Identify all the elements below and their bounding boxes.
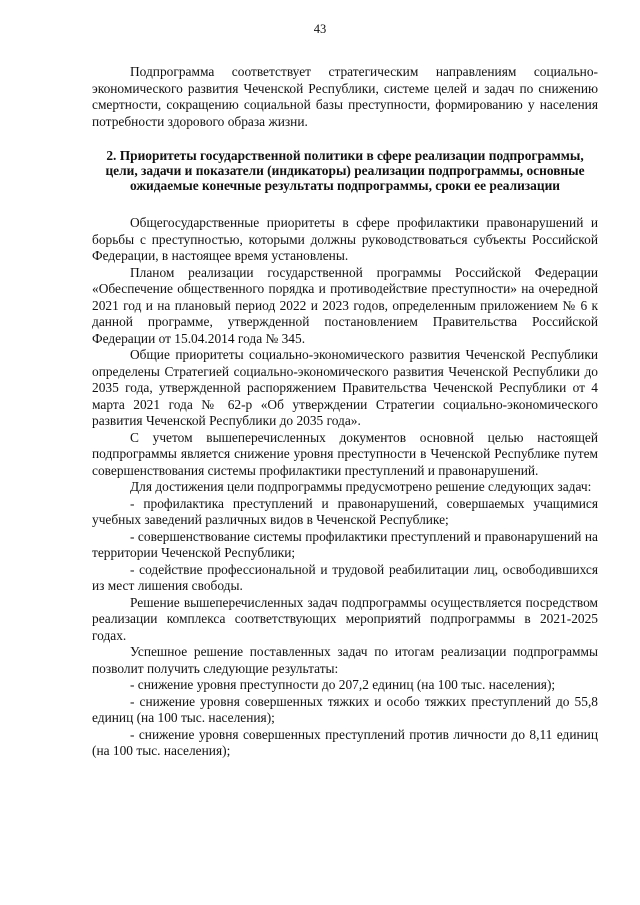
list-item-task-3: - содействие профессиональной и трудовой реабилитации лиц, освободившихся из мест лишения свободы. bbox=[92, 561, 598, 593]
list-item-task-1: - профилактика преступлений и правонарушений, совершаемых учащимися учебных заведений различных видов в Чеченской Республике; bbox=[92, 495, 598, 527]
paragraph-priorities: Общегосударственные приоритеты в сфере профилактики правонарушений и борьбы с преступностью, которыми должны руководствоваться субъекты Российской Федерации, в настоящее время установлены. bbox=[92, 215, 598, 263]
paragraph-implementation: Решение вышеперечисленных задач подпрограммы осуществляется посредством реализации комплекса соответствующих мероприятий подпрограммы в 2021-2025 годах. bbox=[92, 594, 598, 643]
page-number: 43 bbox=[313, 22, 327, 36]
list-item-result-1: - снижение уровня преступности до 207,2 единиц (на 100 тыс. населения); bbox=[130, 677, 556, 692]
list-item-result-3: - снижение уровня совершенных преступлений против личности до 8,11 единиц (на 100 тыс. населения); bbox=[92, 726, 598, 758]
paragraph-goal: С учетом вышеперечисленных документов основной целью настоящей подпрограммы является снижение уровня преступности в Чеченской Республике путем совершенствования системы профилактики преступлений и правонарушений. bbox=[92, 429, 598, 478]
list-item-result-2: - снижение уровня совершенных тяжких и особо тяжких преступлений до 55,8 единиц (на 100 тыс. населения); bbox=[92, 693, 598, 725]
section-heading: 2. Приоритеты государственной политики в сфере реализации подпрограммы, цели, задачи и показатели (индикаторы) реализации подпрограммы, основные ожидаемые конечные результаты подпрограммы, сроки ее реализации bbox=[105, 148, 585, 193]
list-item-task-2: - совершенствование системы профилактики преступлений и правонарушений на территории Чеченской Республики; bbox=[92, 528, 598, 560]
paragraph-strategy: Общие приоритеты социально-экономического развития Чеченской Республики определены Стратегией социально-экономического развития Чеченской Республики до 2035 года, утвержденной распоряжением Правительства Чеченской Республики от 4 марта 2021 года № 62-р «Об утверждении Стратегии социально-экономического развития Чеченской Республики до 2035 года». bbox=[92, 347, 598, 428]
document-body bbox=[92, 64, 598, 760]
paragraph-plan: Планом реализации государственной программы Российской Федерации «Обеспечение общественного порядка и противодействие преступности» на очередной 2021 год и на плановый период 2022 и 2023 годов, определенным приложением № 6 к данной программе, утвержденной постановлением Правительства Российской Федерации от 15.04.2014 года № 345. bbox=[92, 264, 598, 346]
paragraph-tasks-intro: Для достижения цели подпрограммы предусмотрено решение следующих задач: bbox=[130, 479, 592, 494]
paragraph-results-intro: Успешное решение поставленных задач по итогам реализации подпрограммы позволит получить следующие результаты: bbox=[92, 644, 598, 676]
intro-paragraph: Подпрограмма соответствует стратегическим направлениям социально-экономического развития Чеченской Республики, системе целей и задач по снижению смертности, сокращению социальной базы преступности, формированию у населения потребности здорового образа жизни. bbox=[92, 64, 598, 129]
